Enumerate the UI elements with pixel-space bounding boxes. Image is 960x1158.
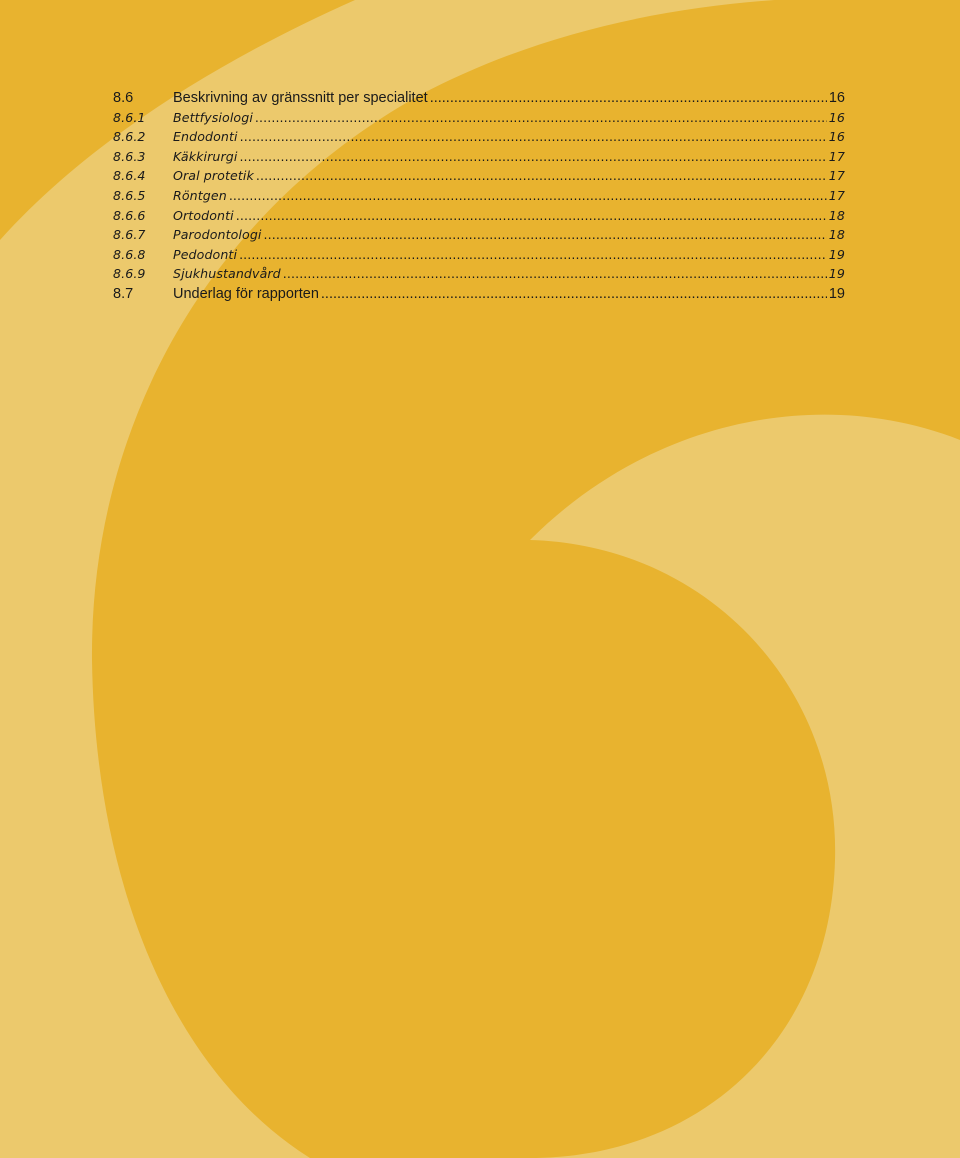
- toc-entry-number: 8.7: [113, 285, 134, 302]
- toc-dot-leader: [264, 227, 827, 242]
- table-of-contents: [113, 90, 845, 306]
- toc-entry-page-number: 19: [828, 285, 845, 302]
- toc-dot-leader: [239, 247, 827, 262]
- toc-entry-number: 8.6.8: [113, 246, 146, 262]
- toc-entry-title: Pedodonti: [173, 246, 238, 262]
- toc-entry-page-number: 16: [828, 109, 845, 125]
- toc-entry[interactable]: [113, 90, 845, 110]
- toc-entry-number: 8.6.5: [113, 187, 146, 203]
- toc-entry-title: Ortodonti: [173, 207, 234, 223]
- toc-entry[interactable]: [113, 286, 845, 306]
- toc-entry[interactable]: [113, 110, 845, 130]
- toc-entry-page-number: 19: [828, 266, 845, 282]
- toc-entry-number: 8.6.1: [113, 109, 146, 125]
- toc-dot-leader: [229, 188, 827, 203]
- toc-entry-number: 8.6.6: [113, 207, 146, 223]
- toc-entry-title: Endodonti: [173, 129, 238, 145]
- toc-dot-leader: [321, 286, 827, 302]
- toc-entry-title: Oral protetik: [173, 168, 254, 184]
- toc-entry-title: Beskrivning av gränssnitt per specialitet: [173, 90, 428, 106]
- toc-entry-page-number: 18: [828, 207, 845, 223]
- toc-dot-leader: [255, 110, 827, 125]
- toc-entry-title: Underlag för rapporten: [173, 285, 319, 302]
- toc-entry[interactable]: [113, 208, 845, 228]
- toc-entry[interactable]: [113, 149, 845, 169]
- toc-entry-title: Röntgen: [173, 187, 227, 203]
- toc-entry[interactable]: [113, 168, 845, 188]
- toc-entry-number: 8.6.7: [113, 227, 146, 243]
- toc-entry-page-number: 19: [828, 246, 845, 262]
- toc-entry-number: 8.6: [113, 90, 134, 106]
- toc-entry-number: 8.6.4: [113, 168, 146, 184]
- toc-entry-page-number: 16: [828, 90, 845, 106]
- toc-entry-page-number: 17: [828, 148, 845, 164]
- toc-entry-title: Bettfysiologi: [173, 109, 253, 125]
- toc-dot-leader: [236, 208, 827, 223]
- toc-entry-title: Parodontologi: [173, 227, 262, 243]
- toc-entry-page-number: 18: [828, 227, 845, 243]
- toc-dot-leader: [256, 168, 827, 183]
- toc-dot-leader: [240, 129, 827, 144]
- toc-entry-page-number: 17: [828, 187, 845, 203]
- toc-entry-page-number: 16: [828, 129, 845, 145]
- toc-entry[interactable]: [113, 266, 845, 286]
- toc-entry-title: Sjukhustandvård: [173, 266, 281, 282]
- toc-dot-leader: [239, 149, 826, 164]
- toc-entry[interactable]: [113, 227, 845, 247]
- toc-dot-leader: [430, 90, 827, 106]
- toc-entry[interactable]: [113, 129, 845, 149]
- toc-dot-leader: [283, 266, 827, 281]
- toc-entry-number: 8.6.2: [113, 129, 146, 145]
- toc-entry-number: 8.6.3: [113, 148, 146, 164]
- toc-entry-page-number: 17: [828, 168, 845, 184]
- toc-entry-number: 8.6.9: [113, 266, 146, 282]
- toc-entry-title: Käkkirurgi: [173, 148, 238, 164]
- toc-entry[interactable]: [113, 188, 845, 208]
- toc-entry[interactable]: [113, 247, 845, 267]
